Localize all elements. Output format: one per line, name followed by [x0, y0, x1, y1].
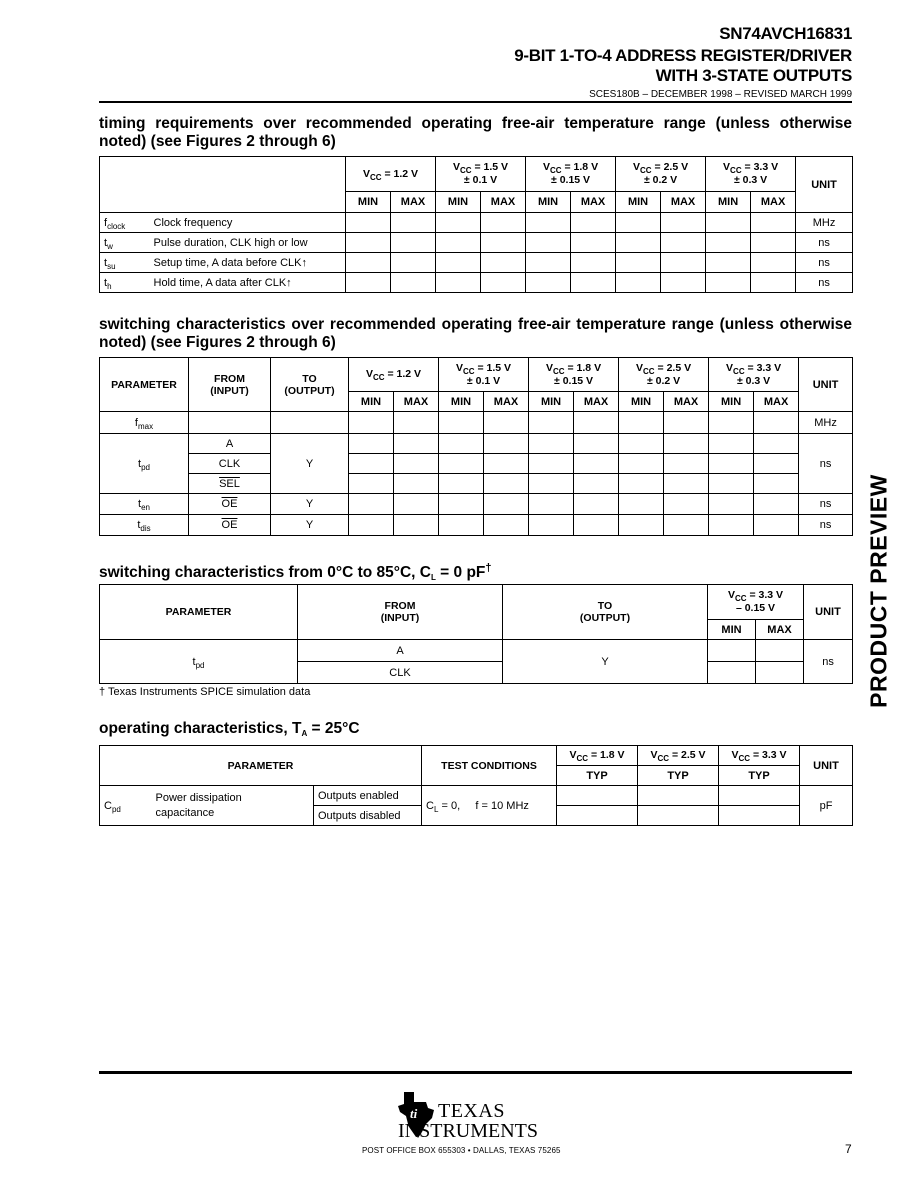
vcc-header: $V_{CC} = 1.5$ V ± 0.1 V — [436, 157, 526, 192]
page-number: 7 — [845, 1142, 852, 1156]
to-cell: Y — [271, 434, 349, 494]
from-cell: $\overline{OE}$ — [189, 515, 271, 536]
unit-cell: ns — [799, 434, 853, 494]
param-description: Pulse duration, CLK high or low — [150, 233, 346, 253]
texas-instruments-logo — [396, 1088, 556, 1144]
unit-cell: ns — [796, 233, 853, 253]
param-symbol: $t_w$ — [100, 233, 150, 253]
vcc-header: $V_{CC} = 3.3$ V ± 0.3 V — [709, 358, 799, 392]
max-header: MAX — [391, 192, 436, 213]
table-row — [100, 786, 853, 806]
test-condition-cell: $C_L = 0$, f = 10 MHz — [422, 786, 557, 826]
timing-requirements-table — [99, 156, 853, 293]
max-header: MAX — [754, 392, 799, 412]
min-header: MIN — [709, 392, 754, 412]
table-row — [100, 434, 853, 454]
typ-header: TYP — [557, 766, 638, 786]
min-header: MIN — [439, 392, 484, 412]
table-row — [100, 515, 853, 536]
min-header: MIN — [616, 192, 661, 213]
doc-title-line2: WITH 3-STATE OUTPUTS — [655, 66, 852, 85]
vcc-header: $V_{CC} = 1.2$ V — [346, 157, 436, 192]
max-header: MAX — [574, 392, 619, 412]
unit-cell: pF — [800, 786, 853, 826]
vcc-header: $V_{CC} = 3.3$ V — [719, 746, 800, 766]
logo-text-texas: TEXAS — [438, 1100, 505, 1122]
table-row — [100, 474, 853, 494]
table-row — [100, 213, 853, 233]
from-cell: $\overline{OE}$ — [189, 494, 271, 515]
condition-cell: Outputs enabled — [314, 786, 422, 806]
vcc-header: $V_{CC} = 3.3$ V ± 0.3 V — [706, 157, 796, 192]
timing-requirements-heading: timing requirements over recommended operating free-air temperature range (unless otherwise noted) (see Figures 2 through 6) — [99, 115, 852, 150]
doc-revision: SCES180B – DECEMBER 1998 – REVISED MARCH 1999 — [589, 89, 852, 100]
condition-cell: Outputs disabled — [314, 806, 422, 826]
switching-characteristics-heading: switching characteristics over recommended operating free-air temperature range (unless otherwise noted) (see Figures 2 through 6) — [99, 316, 852, 351]
parameter-header: PARAMETER — [100, 746, 422, 786]
param-symbol: $f_{max}$ — [100, 412, 189, 434]
table-row — [100, 233, 853, 253]
unit-cell: MHz — [796, 213, 853, 233]
param-description: Power dissipation capacitance — [152, 786, 314, 826]
max-header: MAX — [484, 392, 529, 412]
param-symbol: $t_h$ — [100, 273, 150, 293]
test-conditions-header: TEST CONDITIONS — [422, 746, 557, 786]
param-description: Clock frequency — [150, 213, 346, 233]
vcc-header: $V_{CC} = 2.5$ V — [638, 746, 719, 766]
from-header: FROM (INPUT) — [189, 358, 271, 412]
vcc-header: $V_{CC} = 3.3$ V – 0.15 V — [708, 585, 804, 620]
param-symbol: $t_{su}$ — [100, 253, 150, 273]
vcc-header: $V_{CC} = 2.5$ V ± 0.2 V — [619, 358, 709, 392]
vcc-header: $V_{CC} = 1.8$ V ± 0.15 V — [529, 358, 619, 392]
max-header: MAX — [394, 392, 439, 412]
switching-characteristics-simulated-table — [99, 584, 853, 684]
param-symbol: $f_{clock}$ — [100, 213, 150, 233]
from-cell: A — [189, 434, 271, 454]
max-header: MAX — [571, 192, 616, 213]
to-header: TO (OUTPUT) — [271, 358, 349, 412]
operating-characteristics-heading: operating characteristics, $T_A = 25^\circ C$ — [99, 720, 360, 738]
param-symbol: $t_{en}$ — [100, 494, 189, 515]
min-header: MIN — [349, 392, 394, 412]
typ-header: TYP — [719, 766, 800, 786]
max-header: MAX — [751, 192, 796, 213]
to-header: TO (OUTPUT) — [503, 585, 708, 640]
switching-characteristics-simulated-heading: switching characteristics from 0°C to 85°C, $C_L = 0$ pF† — [99, 562, 492, 583]
min-header: MIN — [529, 392, 574, 412]
table-row — [100, 273, 853, 293]
table-row — [100, 454, 853, 474]
parameter-header: PARAMETER — [100, 358, 189, 412]
min-header: MIN — [706, 192, 751, 213]
blank-header-cell — [100, 157, 346, 213]
param-symbol: $t_{dis}$ — [100, 515, 189, 536]
max-header: MAX — [756, 620, 804, 640]
doc-title-line1: 9-BIT 1-TO-4 ADDRESS REGISTER/DRIVER — [514, 46, 852, 65]
typ-header: TYP — [638, 766, 719, 786]
from-cell: CLK — [189, 454, 271, 474]
unit-cell: ns — [796, 273, 853, 293]
table-row — [100, 253, 853, 273]
unit-cell: ns — [796, 253, 853, 273]
max-header: MAX — [661, 192, 706, 213]
table-row — [100, 640, 853, 662]
vcc-header: $V_{CC} = 2.5$ V ± 0.2 V — [616, 157, 706, 192]
max-header: MAX — [664, 392, 709, 412]
param-description: Setup time, A data before CLK↑ — [150, 253, 346, 273]
unit-cell: MHz — [799, 412, 853, 434]
from-header: FROM (INPUT) — [298, 585, 503, 640]
operating-characteristics-table — [99, 745, 853, 826]
vcc-header: $V_{CC} = 1.2$ V — [349, 358, 439, 392]
header-rule — [99, 101, 852, 103]
min-header: MIN — [436, 192, 481, 213]
param-symbol: $t_{pd}$ — [100, 434, 189, 494]
min-header: MIN — [619, 392, 664, 412]
vcc-header: $V_{CC} = 1.8$ V ± 0.15 V — [526, 157, 616, 192]
max-header: MAX — [481, 192, 526, 213]
from-cell: CLK — [298, 662, 503, 684]
unit-cell: ns — [804, 640, 853, 684]
param-description: Hold time, A data after CLK↑ — [150, 273, 346, 293]
unit-cell: ns — [799, 494, 853, 515]
product-preview-label: PRODUCT PREVIEW — [865, 474, 892, 708]
min-header: MIN — [708, 620, 756, 640]
param-symbol: $C_{pd}$ — [100, 786, 152, 826]
footer-rule — [99, 1071, 852, 1074]
vcc-header: $V_{CC} = 1.8$ V — [557, 746, 638, 766]
footnote: † Texas Instruments SPICE simulation data — [99, 686, 311, 698]
unit-header: UNIT — [796, 157, 853, 213]
from-cell: A — [298, 640, 503, 662]
from-cell: $\overline{SEL}$ — [189, 474, 271, 494]
svg-text:ti: ti — [410, 1106, 418, 1121]
switching-characteristics-table — [99, 357, 853, 536]
min-header: MIN — [346, 192, 391, 213]
footer-address: POST OFFICE BOX 655303 • DALLAS, TEXAS 75265 — [362, 1146, 561, 1155]
table-row — [100, 494, 853, 515]
unit-header: UNIT — [799, 358, 853, 412]
unit-header: UNIT — [804, 585, 853, 640]
to-cell: Y — [271, 494, 349, 515]
min-header: MIN — [526, 192, 571, 213]
param-symbol: $t_{pd}$ — [100, 640, 298, 684]
unit-header: UNIT — [800, 746, 853, 786]
vcc-header: $V_{CC} = 1.5$ V ± 0.1 V — [439, 358, 529, 392]
to-cell: Y — [271, 515, 349, 536]
logo-text-instruments: INSTRUMENTS — [398, 1120, 539, 1142]
to-cell: Y — [503, 640, 708, 684]
parameter-header: PARAMETER — [100, 585, 298, 640]
table-row — [100, 412, 853, 434]
unit-cell: ns — [799, 515, 853, 536]
part-number: SN74AVCH16831 — [719, 24, 852, 43]
